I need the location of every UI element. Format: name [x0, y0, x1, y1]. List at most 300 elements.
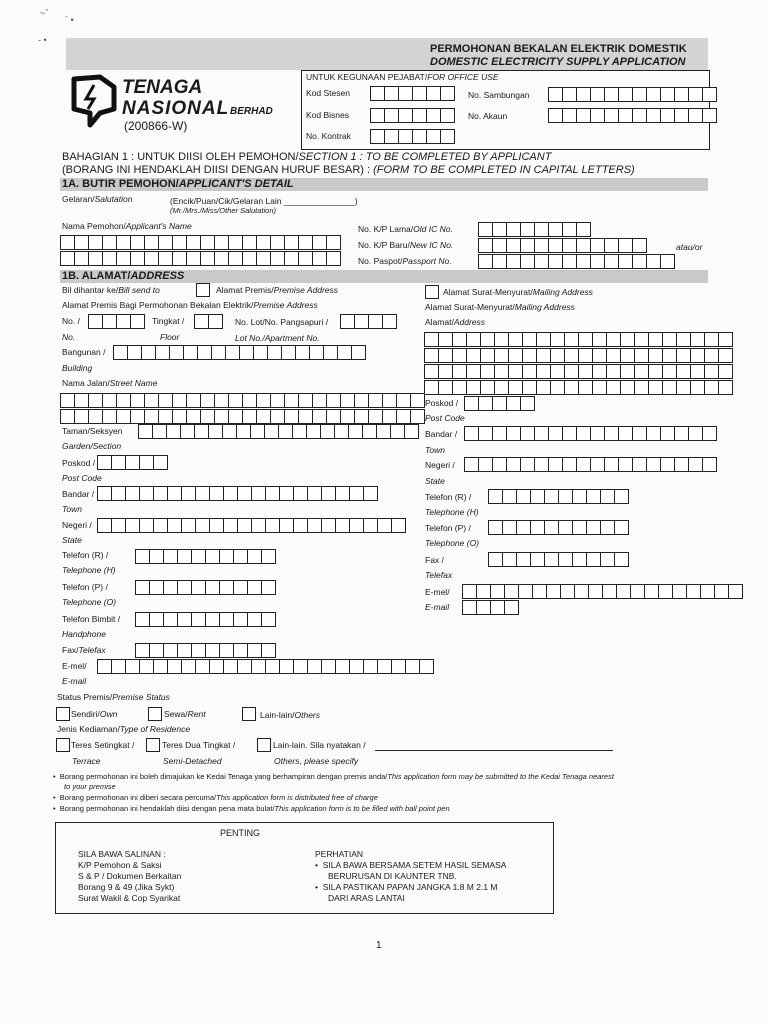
char-box[interactable]	[97, 518, 112, 533]
char-box[interactable]	[284, 235, 299, 250]
char-box[interactable]	[426, 86, 441, 101]
char-box[interactable]	[704, 380, 719, 395]
char-box[interactable]	[191, 549, 206, 564]
char-box[interactable]	[702, 426, 717, 441]
char-box[interactable]	[335, 659, 350, 674]
char-box[interactable]	[728, 584, 743, 599]
char-box[interactable]	[279, 659, 294, 674]
char-box[interactable]	[536, 332, 551, 347]
char-box[interactable]	[676, 332, 691, 347]
char-box[interactable]	[111, 486, 126, 501]
char-box[interactable]	[209, 659, 224, 674]
char-box[interactable]	[550, 364, 565, 379]
char-box[interactable]	[211, 345, 226, 360]
char-box[interactable]	[506, 254, 521, 269]
char-box[interactable]	[606, 332, 621, 347]
char-box[interactable]	[97, 486, 112, 501]
char-box[interactable]	[618, 426, 633, 441]
char-box[interactable]	[326, 409, 341, 424]
char-box[interactable]	[261, 612, 276, 627]
char-box[interactable]	[688, 87, 703, 102]
char-box[interactable]	[604, 457, 619, 472]
char-box[interactable]	[312, 409, 327, 424]
char-box[interactable]	[660, 426, 675, 441]
char-box[interactable]	[634, 364, 649, 379]
char-box[interactable]	[251, 518, 266, 533]
negeri-field[interactable]	[97, 518, 405, 533]
kp-lama-field[interactable]	[478, 222, 590, 237]
char-box[interactable]	[674, 426, 689, 441]
char-box[interactable]	[564, 348, 579, 363]
char-box[interactable]	[167, 659, 182, 674]
lot-field[interactable]	[340, 314, 396, 329]
char-box[interactable]	[237, 518, 252, 533]
char-box[interactable]	[618, 457, 633, 472]
char-box[interactable]	[242, 409, 257, 424]
char-box[interactable]	[592, 348, 607, 363]
char-box[interactable]	[88, 251, 103, 266]
char-box[interactable]	[309, 345, 324, 360]
char-box[interactable]	[149, 580, 164, 595]
char-box[interactable]	[532, 584, 547, 599]
char-box[interactable]	[125, 486, 140, 501]
char-box[interactable]	[606, 364, 621, 379]
char-box[interactable]	[60, 235, 75, 250]
r-tel-p-field[interactable]	[488, 520, 628, 535]
char-box[interactable]	[562, 254, 577, 269]
char-box[interactable]	[153, 455, 168, 470]
char-box[interactable]	[130, 393, 145, 408]
char-box[interactable]	[574, 584, 589, 599]
char-box[interactable]	[632, 108, 647, 123]
char-box[interactable]	[74, 235, 89, 250]
char-box[interactable]	[544, 489, 559, 504]
char-box[interactable]	[169, 345, 184, 360]
char-box[interactable]	[298, 393, 313, 408]
char-box[interactable]	[219, 612, 234, 627]
char-box[interactable]	[440, 86, 455, 101]
char-box[interactable]	[144, 393, 159, 408]
char-box[interactable]	[508, 348, 523, 363]
char-box[interactable]	[560, 584, 575, 599]
char-box[interactable]	[298, 235, 313, 250]
char-box[interactable]	[718, 332, 733, 347]
char-box[interactable]	[223, 486, 238, 501]
char-box[interactable]	[326, 251, 341, 266]
char-box[interactable]	[478, 238, 493, 253]
char-box[interactable]	[536, 348, 551, 363]
char-box[interactable]	[520, 222, 535, 237]
char-box[interactable]	[662, 332, 677, 347]
char-box[interactable]	[391, 518, 406, 533]
char-box[interactable]	[298, 251, 313, 266]
lain-status-checkbox[interactable]	[242, 707, 256, 721]
char-box[interactable]	[200, 409, 215, 424]
char-box[interactable]	[620, 348, 635, 363]
char-box[interactable]	[438, 364, 453, 379]
char-box[interactable]	[544, 520, 559, 535]
char-box[interactable]	[247, 612, 262, 627]
char-box[interactable]	[488, 520, 503, 535]
char-box[interactable]	[194, 424, 209, 439]
char-box[interactable]	[578, 364, 593, 379]
char-box[interactable]	[502, 552, 517, 567]
bangunan-field[interactable]	[113, 345, 365, 360]
char-box[interactable]	[648, 364, 663, 379]
char-box[interactable]	[256, 393, 271, 408]
char-box[interactable]	[702, 457, 717, 472]
char-box[interactable]	[88, 409, 103, 424]
char-box[interactable]	[253, 345, 268, 360]
char-box[interactable]	[195, 518, 210, 533]
char-box[interactable]	[516, 520, 531, 535]
char-box[interactable]	[219, 549, 234, 564]
char-box[interactable]	[590, 238, 605, 253]
char-box[interactable]	[506, 238, 521, 253]
char-box[interactable]	[111, 659, 126, 674]
no-sambungan-field[interactable]	[548, 87, 716, 102]
char-box[interactable]	[562, 108, 577, 123]
char-box[interactable]	[674, 457, 689, 472]
char-box[interactable]	[335, 486, 350, 501]
char-box[interactable]	[462, 584, 477, 599]
char-box[interactable]	[690, 332, 705, 347]
char-box[interactable]	[478, 254, 493, 269]
char-box[interactable]	[648, 348, 663, 363]
char-box[interactable]	[116, 393, 131, 408]
char-box[interactable]	[606, 380, 621, 395]
char-box[interactable]	[281, 345, 296, 360]
char-box[interactable]	[562, 87, 577, 102]
char-box[interactable]	[97, 455, 112, 470]
char-box[interactable]	[618, 254, 633, 269]
char-box[interactable]	[265, 518, 280, 533]
char-box[interactable]	[604, 87, 619, 102]
char-box[interactable]	[186, 393, 201, 408]
char-box[interactable]	[279, 518, 294, 533]
dua-tingkat-checkbox[interactable]	[146, 738, 160, 752]
char-box[interactable]	[382, 409, 397, 424]
char-box[interactable]	[562, 426, 577, 441]
char-box[interactable]	[111, 518, 126, 533]
char-box[interactable]	[377, 659, 392, 674]
char-box[interactable]	[363, 518, 378, 533]
char-box[interactable]	[167, 486, 182, 501]
char-box[interactable]	[614, 520, 629, 535]
char-box[interactable]	[135, 643, 150, 658]
char-box[interactable]	[480, 380, 495, 395]
char-box[interactable]	[228, 409, 243, 424]
char-box[interactable]	[534, 457, 549, 472]
char-box[interactable]	[600, 520, 615, 535]
r-bandar-field[interactable]	[464, 426, 716, 441]
char-box[interactable]	[306, 424, 321, 439]
char-box[interactable]	[602, 584, 617, 599]
char-box[interactable]	[60, 251, 75, 266]
char-box[interactable]	[370, 86, 385, 101]
char-box[interactable]	[572, 552, 587, 567]
r-negeri-field[interactable]	[464, 457, 716, 472]
char-box[interactable]	[116, 235, 131, 250]
char-box[interactable]	[494, 380, 509, 395]
kod-bisnes-field[interactable]	[370, 108, 454, 123]
char-box[interactable]	[130, 251, 145, 266]
char-box[interactable]	[312, 393, 327, 408]
char-box[interactable]	[452, 364, 467, 379]
char-box[interactable]	[440, 129, 455, 144]
char-box[interactable]	[522, 348, 537, 363]
char-box[interactable]	[222, 424, 237, 439]
char-box[interactable]	[662, 348, 677, 363]
char-box[interactable]	[102, 409, 117, 424]
char-box[interactable]	[139, 518, 154, 533]
char-box[interactable]	[688, 108, 703, 123]
char-box[interactable]	[502, 489, 517, 504]
char-box[interactable]	[102, 314, 117, 329]
char-box[interactable]	[476, 584, 491, 599]
char-box[interactable]	[223, 518, 238, 533]
r-fax-field[interactable]	[488, 552, 628, 567]
char-box[interactable]	[676, 364, 691, 379]
char-box[interactable]	[564, 380, 579, 395]
char-box[interactable]	[391, 659, 406, 674]
char-box[interactable]	[284, 409, 299, 424]
char-box[interactable]	[139, 659, 154, 674]
char-box[interactable]	[149, 612, 164, 627]
char-box[interactable]	[576, 254, 591, 269]
char-box[interactable]	[186, 409, 201, 424]
char-box[interactable]	[172, 393, 187, 408]
char-box[interactable]	[688, 426, 703, 441]
char-box[interactable]	[195, 659, 210, 674]
char-box[interactable]	[88, 393, 103, 408]
char-box[interactable]	[662, 380, 677, 395]
char-box[interactable]	[362, 424, 377, 439]
sewa-checkbox[interactable]	[148, 707, 162, 721]
char-box[interactable]	[384, 108, 399, 123]
char-box[interactable]	[548, 222, 563, 237]
char-box[interactable]	[384, 129, 399, 144]
char-box[interactable]	[197, 345, 212, 360]
char-box[interactable]	[466, 348, 481, 363]
email-field[interactable]	[97, 659, 433, 674]
char-box[interactable]	[370, 108, 385, 123]
char-box[interactable]	[293, 659, 308, 674]
char-box[interactable]	[138, 424, 153, 439]
char-box[interactable]	[704, 332, 719, 347]
char-box[interactable]	[265, 486, 280, 501]
char-box[interactable]	[158, 235, 173, 250]
char-box[interactable]	[632, 254, 647, 269]
char-box[interactable]	[405, 659, 420, 674]
char-box[interactable]	[163, 580, 178, 595]
char-box[interactable]	[177, 612, 192, 627]
char-box[interactable]	[634, 348, 649, 363]
char-box[interactable]	[480, 332, 495, 347]
char-box[interactable]	[261, 643, 276, 658]
char-box[interactable]	[214, 409, 229, 424]
char-box[interactable]	[548, 426, 563, 441]
char-box[interactable]	[363, 486, 378, 501]
char-box[interactable]	[578, 332, 593, 347]
char-box[interactable]	[208, 424, 223, 439]
char-box[interactable]	[125, 518, 140, 533]
char-box[interactable]	[492, 426, 507, 441]
char-box[interactable]	[370, 129, 385, 144]
char-box[interactable]	[141, 345, 156, 360]
char-box[interactable]	[284, 393, 299, 408]
char-box[interactable]	[398, 108, 413, 123]
char-box[interactable]	[152, 424, 167, 439]
char-box[interactable]	[646, 254, 661, 269]
char-box[interactable]	[424, 348, 439, 363]
char-box[interactable]	[144, 409, 159, 424]
char-box[interactable]	[144, 251, 159, 266]
char-box[interactable]	[261, 580, 276, 595]
char-box[interactable]	[340, 314, 355, 329]
char-box[interactable]	[186, 235, 201, 250]
char-box[interactable]	[116, 409, 131, 424]
char-box[interactable]	[618, 87, 633, 102]
char-box[interactable]	[214, 393, 229, 408]
char-box[interactable]	[522, 332, 537, 347]
char-box[interactable]	[562, 238, 577, 253]
char-box[interactable]	[116, 251, 131, 266]
char-box[interactable]	[604, 238, 619, 253]
char-box[interactable]	[588, 584, 603, 599]
char-box[interactable]	[410, 409, 425, 424]
char-box[interactable]	[620, 364, 635, 379]
char-box[interactable]	[351, 345, 366, 360]
char-box[interactable]	[632, 426, 647, 441]
char-box[interactable]	[494, 348, 509, 363]
char-box[interactable]	[191, 580, 206, 595]
char-box[interactable]	[307, 659, 322, 674]
char-box[interactable]	[508, 380, 523, 395]
char-box[interactable]	[492, 222, 507, 237]
char-box[interactable]	[676, 348, 691, 363]
char-box[interactable]	[530, 552, 545, 567]
r-poskod-field[interactable]	[464, 396, 534, 411]
taman-field[interactable]	[138, 424, 418, 439]
char-box[interactable]	[600, 552, 615, 567]
char-box[interactable]	[205, 612, 220, 627]
char-box[interactable]	[256, 251, 271, 266]
char-box[interactable]	[209, 486, 224, 501]
char-box[interactable]	[660, 457, 675, 472]
char-box[interactable]	[130, 409, 145, 424]
nama-field-row2[interactable]	[60, 251, 340, 266]
bill-premis-checkbox[interactable]	[196, 283, 210, 297]
char-box[interactable]	[564, 364, 579, 379]
char-box[interactable]	[702, 87, 717, 102]
char-box[interactable]	[88, 314, 103, 329]
char-box[interactable]	[632, 238, 647, 253]
char-box[interactable]	[265, 659, 280, 674]
char-box[interactable]	[321, 486, 336, 501]
char-box[interactable]	[363, 659, 378, 674]
char-box[interactable]	[398, 86, 413, 101]
char-box[interactable]	[676, 380, 691, 395]
char-box[interactable]	[320, 424, 335, 439]
char-box[interactable]	[462, 600, 477, 615]
char-box[interactable]	[576, 238, 591, 253]
char-box[interactable]	[237, 486, 252, 501]
char-box[interactable]	[518, 584, 533, 599]
char-box[interactable]	[548, 238, 563, 253]
char-box[interactable]	[480, 364, 495, 379]
mailing-row2[interactable]	[424, 348, 732, 363]
char-box[interactable]	[194, 314, 209, 329]
char-box[interactable]	[478, 426, 493, 441]
char-box[interactable]	[200, 393, 215, 408]
char-box[interactable]	[578, 348, 593, 363]
char-box[interactable]	[219, 580, 234, 595]
char-box[interactable]	[548, 457, 563, 472]
char-box[interactable]	[74, 393, 89, 408]
char-box[interactable]	[97, 659, 112, 674]
char-box[interactable]	[590, 87, 605, 102]
char-box[interactable]	[452, 332, 467, 347]
char-box[interactable]	[102, 251, 117, 266]
char-box[interactable]	[516, 552, 531, 567]
char-box[interactable]	[228, 393, 243, 408]
char-box[interactable]	[618, 238, 633, 253]
nama-field-row1[interactable]	[60, 235, 340, 250]
char-box[interactable]	[247, 643, 262, 658]
char-box[interactable]	[410, 393, 425, 408]
char-box[interactable]	[522, 380, 537, 395]
char-box[interactable]	[172, 235, 187, 250]
char-box[interactable]	[632, 87, 647, 102]
char-box[interactable]	[634, 332, 649, 347]
char-box[interactable]	[488, 489, 503, 504]
char-box[interactable]	[520, 457, 535, 472]
char-box[interactable]	[494, 332, 509, 347]
char-box[interactable]	[256, 235, 271, 250]
char-box[interactable]	[646, 426, 661, 441]
char-box[interactable]	[293, 518, 308, 533]
char-box[interactable]	[209, 518, 224, 533]
char-box[interactable]	[564, 332, 579, 347]
char-box[interactable]	[648, 332, 663, 347]
char-box[interactable]	[242, 393, 257, 408]
char-box[interactable]	[172, 251, 187, 266]
char-box[interactable]	[674, 87, 689, 102]
char-box[interactable]	[520, 238, 535, 253]
char-box[interactable]	[261, 549, 276, 564]
no-kontrak-field[interactable]	[370, 129, 454, 144]
kod-stesen-field[interactable]	[370, 86, 454, 101]
r-tel-r-field[interactable]	[488, 489, 628, 504]
char-box[interactable]	[550, 380, 565, 395]
char-box[interactable]	[205, 580, 220, 595]
char-box[interactable]	[191, 643, 206, 658]
char-box[interactable]	[191, 612, 206, 627]
char-box[interactable]	[384, 86, 399, 101]
char-box[interactable]	[492, 254, 507, 269]
char-box[interactable]	[214, 251, 229, 266]
teres-checkbox[interactable]	[56, 738, 70, 752]
char-box[interactable]	[586, 520, 601, 535]
char-box[interactable]	[412, 129, 427, 144]
char-box[interactable]	[295, 345, 310, 360]
char-box[interactable]	[144, 235, 159, 250]
char-box[interactable]	[490, 584, 505, 599]
char-box[interactable]	[335, 518, 350, 533]
char-box[interactable]	[183, 345, 198, 360]
char-box[interactable]	[506, 457, 521, 472]
